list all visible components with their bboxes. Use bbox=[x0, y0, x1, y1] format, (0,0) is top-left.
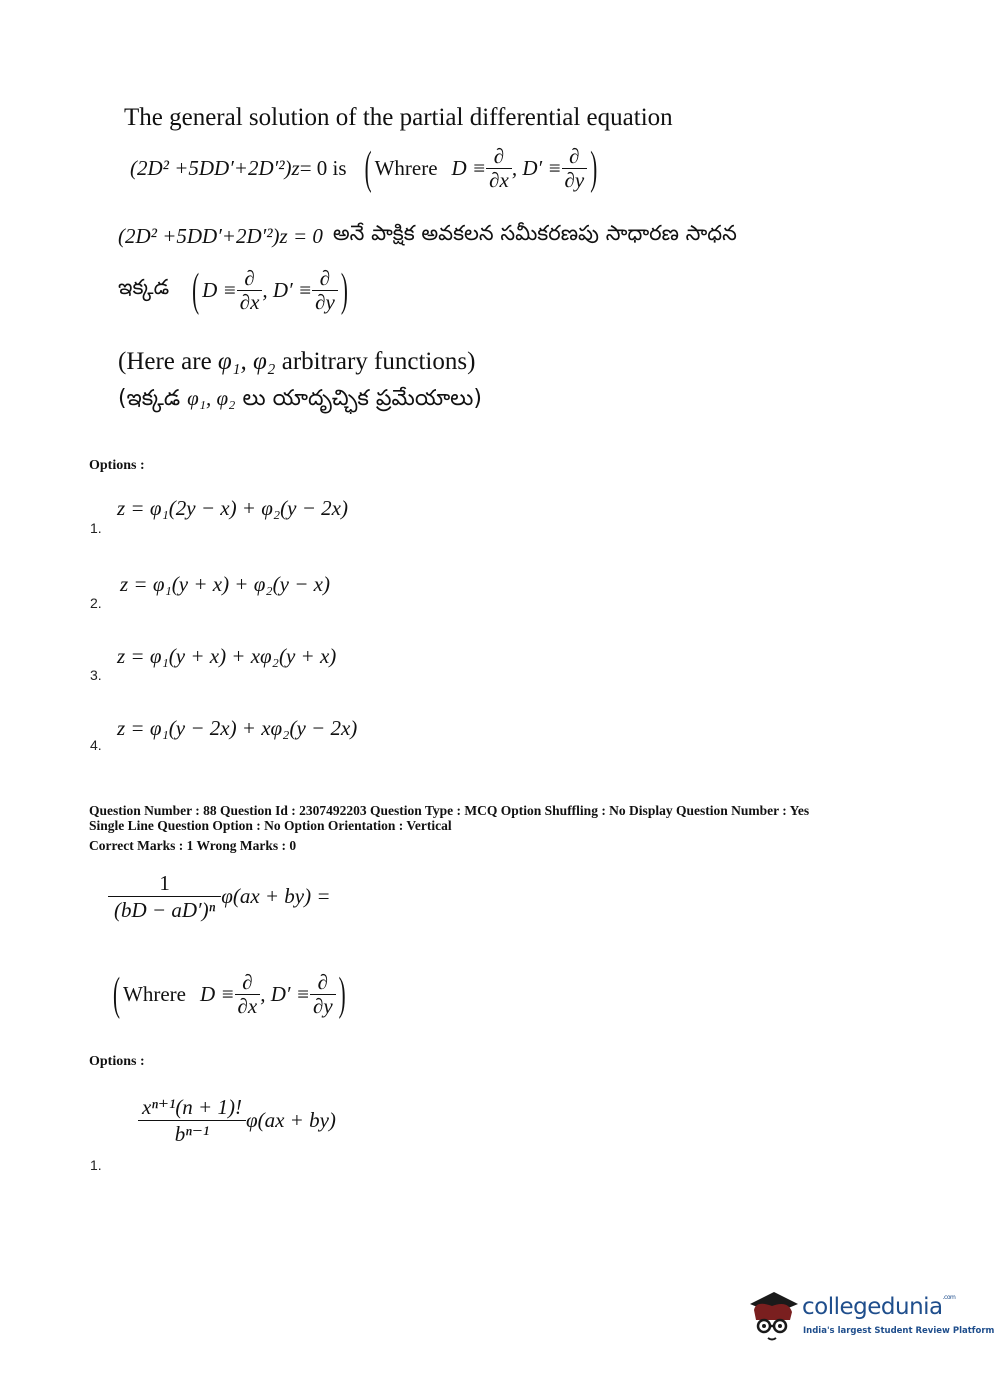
options-label-2: Options : bbox=[89, 1054, 145, 1069]
question-meta-line2: Single Line Question Option : No Option Orientation : Vertical bbox=[89, 818, 452, 833]
operator-dprime: , D′ ≡ bbox=[511, 155, 562, 180]
telugu-equation-line bbox=[118, 221, 737, 251]
telugu-where-line: ఇక్కడ ( D ≡ $\frac{\partial}{\partial x}$ , D′ ≡ $\frac{\partial}{\partial y}$ ) bbox=[118, 262, 348, 316]
q2-option-1-fraction: $\frac{\text{xⁿ⁺¹(n + 1)!}}{\text{bⁿ⁻¹}}$ bbox=[138, 1096, 246, 1145]
partial-y-fraction: $\frac{\partial}{\partial y}$ bbox=[562, 145, 588, 190]
question-title: The general solution of the partial differential equation bbox=[124, 104, 673, 131]
operator-dprime: , D′ ≡ bbox=[260, 981, 310, 1006]
operator-dprime: , D′ ≡ bbox=[262, 277, 313, 302]
arbitrary-functions-te: (ఇక్కడ φ₁, φ₂ లు యాదృచ్ఛిక ప్రమేయాలు) bbox=[118, 386, 482, 411]
question2-rhs: φ(ax + by) = bbox=[221, 884, 331, 909]
where-label: Whrere bbox=[123, 981, 186, 1006]
equation-tail: = 0 is bbox=[299, 155, 347, 180]
partial-y-fraction: $\frac{\partial}{\partial y}$ bbox=[312, 267, 338, 312]
question2-fraction: $\frac{1}{\text{(bD − aD′)ⁿ}}$ bbox=[108, 872, 221, 921]
brand-suffix: .com bbox=[942, 1294, 956, 1301]
operator-d: D ≡ bbox=[202, 277, 237, 302]
partial-x-fraction: $\frac{\partial}{\partial x}$ bbox=[486, 145, 512, 190]
option-2-text: z = φ₁(y + x) + φ₂(y − x) bbox=[120, 572, 330, 596]
equation-lhs: (2D² +5DD′+2D′²)z bbox=[130, 155, 300, 180]
telugu-where: ఇక్కడ bbox=[118, 275, 170, 299]
option-1-number[interactable]: 1. bbox=[90, 520, 102, 536]
question-equation: (2D² +5DD′+2D′²)z = 0 is ( Whrere D ≡ $\frac{\partial}{\partial x}$ , D′ ≡ $\frac{\partial}{\partial y}$ ) bbox=[130, 140, 598, 194]
brand-name: collegedunia bbox=[802, 1294, 943, 1320]
operator-d: D ≡ bbox=[451, 155, 487, 180]
question-meta-line3: Correct Marks : 1 Wrong Marks : 0 bbox=[89, 838, 297, 853]
option-4-text: z = φ₁(y − 2x) + xφ₂(y − 2x) bbox=[117, 716, 358, 740]
question2-where: ( Whrere D ≡ $\frac{\partial}{\partial x}$ , D′ ≡ $\frac{\partial}{\partial y}$ ) bbox=[113, 966, 346, 1020]
q2-option-1-rhs: φ(ax + by) bbox=[245, 1108, 336, 1133]
question-meta-line1: Question Number : 88 Question Id : 2307492203 Question Type : MCQ Option Shuffling : No Display Question Number : Yes bbox=[89, 803, 810, 818]
q2-option-1-number[interactable]: 1. bbox=[90, 1157, 102, 1173]
brand-tagline: India's largest Student Review Platform bbox=[803, 1326, 995, 1336]
brand-logo bbox=[742, 1284, 995, 1346]
option-3-text: z = φ₁(y + x) + xφ₂(y + x) bbox=[117, 644, 337, 668]
partial-y-fraction: $\frac{\partial}{\partial y}$ bbox=[310, 971, 336, 1016]
option-3-number[interactable]: 3. bbox=[90, 667, 102, 683]
q2-option-1-text bbox=[138, 1096, 336, 1145]
option-1-text: z = φ₁(2y − x) + φ₂(y − 2x) bbox=[117, 496, 348, 520]
partial-x-fraction: $\frac{\partial}{\partial x}$ bbox=[235, 971, 261, 1016]
mascot-icon bbox=[742, 1284, 804, 1346]
arbitrary-functions-en: (Here are φ₁, φ₂ arbitrary functions) bbox=[118, 348, 476, 375]
question2-formula bbox=[108, 872, 331, 921]
telugu-equation: (2D² +5DD′+2D′²)z = 0 bbox=[118, 223, 323, 248]
option-4-number[interactable]: 4. bbox=[90, 737, 102, 753]
where-label: Whrere bbox=[374, 155, 438, 180]
operator-d: D ≡ bbox=[199, 981, 235, 1006]
telugu-text: అనే పాక్షిక అవకలన సమీకరణపు సాధారణ సాధన bbox=[332, 221, 737, 245]
partial-x-fraction: $\frac{\partial}{\partial x}$ bbox=[237, 267, 263, 312]
option-2-number[interactable]: 2. bbox=[90, 595, 102, 611]
options-label: Options : bbox=[89, 458, 145, 473]
